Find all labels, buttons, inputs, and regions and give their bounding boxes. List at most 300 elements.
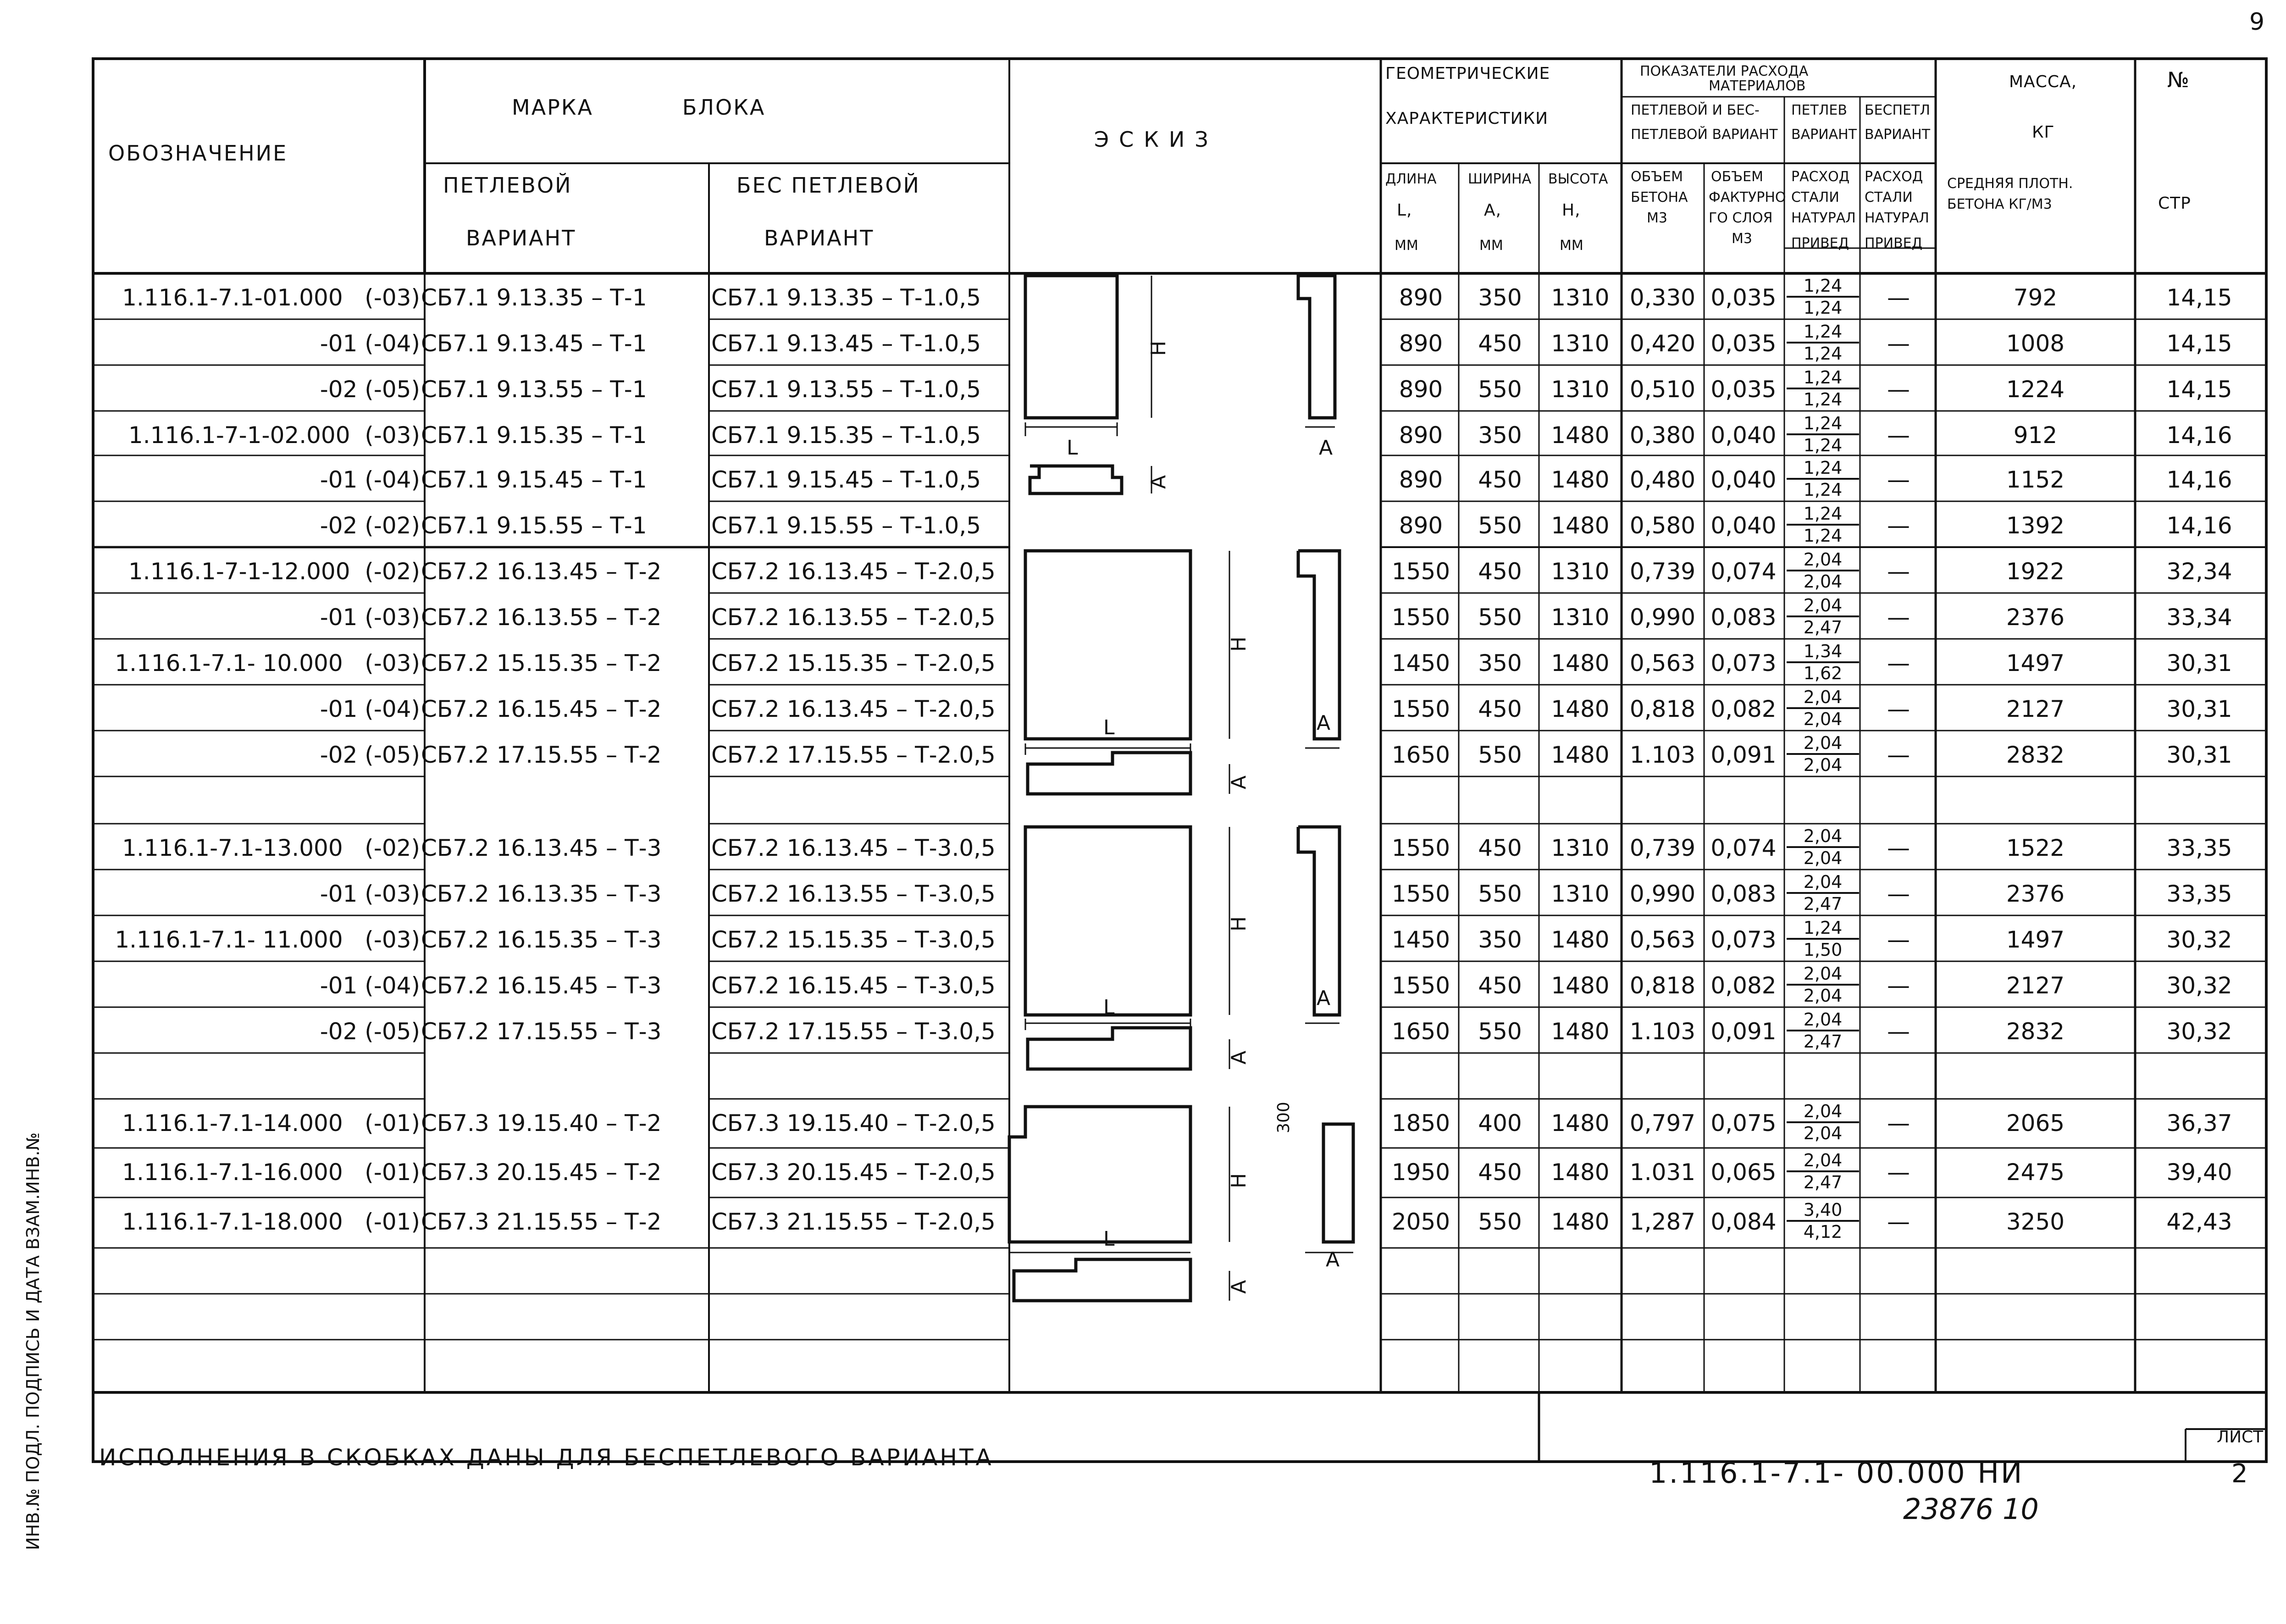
- steel-loopless-cell: —: [1887, 422, 1910, 449]
- sketch-label-a: A: [1317, 711, 1331, 735]
- steel-natural-value: 2,04: [1787, 1011, 1859, 1031]
- loop-mark-cell: СБ7.2 16.13.55 – Т-2: [421, 604, 662, 631]
- height-cell: 1480: [1551, 926, 1610, 953]
- sketch-label-l: L: [1103, 716, 1115, 739]
- length-cell: 2050: [1391, 1208, 1450, 1235]
- steel-loop-cell: [1787, 827, 1859, 867]
- steel-reduced-value: 2,04: [1803, 1123, 1843, 1143]
- steel-loopless-cell: —: [1887, 604, 1910, 631]
- concrete-volume-cell: 1.103: [1629, 1018, 1696, 1045]
- sheet-number: 2: [2231, 1459, 2248, 1489]
- pages-cell: 14,15: [2166, 330, 2232, 357]
- sketch-label-a: A: [1319, 436, 1333, 460]
- length-cell: 1550: [1391, 696, 1450, 722]
- steel-reduced-value: 2,04: [1803, 571, 1843, 592]
- width-cell: 450: [1478, 835, 1522, 861]
- mass-cell: 2065: [2006, 1110, 2065, 1136]
- loop-mark-cell: СБ7.1 9.13.45 – Т-1: [421, 330, 647, 357]
- pages-cell: 14,16: [2166, 512, 2232, 539]
- width-cell: 450: [1478, 972, 1522, 999]
- header-steel-loopless-4: ПРИВЕД: [1865, 235, 1923, 251]
- loopless-mark-cell: СБ7.2 16.13.55 – Т-3.0,5: [711, 881, 996, 907]
- concrete-volume-cell: 0,330: [1629, 284, 1696, 311]
- block-plan-profile: [1014, 1259, 1190, 1301]
- designation-cell: 1.116.1-7.1- 10.000 (-03): [115, 650, 420, 676]
- facing-volume-cell: 0,040: [1710, 512, 1777, 539]
- header-facing-3: ГО СЛОЯ: [1709, 210, 1773, 226]
- steel-loop-cell: [1787, 369, 1859, 408]
- header-width-1: ШИРИНА: [1468, 171, 1532, 187]
- mass-cell: 2127: [2006, 972, 2065, 999]
- steel-reduced-value: 2,04: [1803, 709, 1843, 729]
- side-stamp: ИНВ.№ ПОДЛ. ПОДПИСЬ И ДАТА ВЗАМ.ИНВ.№: [23, 1132, 43, 1550]
- pages-cell: 30,31: [2166, 742, 2232, 768]
- facing-volume-cell: 0,040: [1710, 466, 1777, 493]
- steel-loop-cell: [1787, 323, 1859, 362]
- loop-mark-cell: СБ7.1 9.13.35 – Т-1: [421, 284, 647, 311]
- width-cell: 550: [1478, 742, 1522, 768]
- header-density-1: СРЕДНЯЯ ПЛОТН.: [1947, 176, 2073, 192]
- width-cell: 550: [1478, 376, 1522, 403]
- height-cell: 1480: [1551, 1110, 1610, 1136]
- header-geometry-2: ХАРАКТЕРИСТИКИ: [1385, 109, 1549, 128]
- loop-mark-cell: СБ7.1 9.13.55 – Т-1: [421, 376, 647, 403]
- steel-reduced-value: 2,04: [1803, 755, 1843, 775]
- mass-cell: 1497: [2006, 650, 2065, 676]
- length-cell: 890: [1399, 330, 1443, 357]
- height-cell: 1480: [1551, 742, 1610, 768]
- steel-loop-cell: [1787, 1011, 1859, 1050]
- loop-mark-cell: СБ7.1 9.15.55 – Т-1: [421, 512, 647, 539]
- loop-mark-cell: СБ7.2 16.15.35 – Т-3: [421, 926, 662, 953]
- length-cell: 1650: [1391, 742, 1450, 768]
- loop-mark-cell: СБ7.2 15.15.35 – Т-2: [421, 650, 662, 676]
- steel-reduced-value: 1,50: [1803, 940, 1843, 960]
- drawing-sheet: [92, 57, 2268, 1490]
- loopless-mark-cell: СБ7.1 9.13.55 – Т-1.0,5: [711, 376, 981, 403]
- steel-loop-cell: [1787, 965, 1859, 1004]
- length-cell: 890: [1399, 466, 1443, 493]
- length-cell: 890: [1399, 284, 1443, 311]
- loop-mark-cell: СБ7.2 16.15.45 – Т-2: [421, 696, 662, 722]
- sketch-label-300: 300: [1274, 1102, 1293, 1133]
- designation-cell: -01 (-03): [320, 881, 420, 907]
- steel-reduced-value: 4,12: [1803, 1222, 1843, 1242]
- designation-cell: 1.116.1-7.1-14.000 (-01): [122, 1110, 420, 1136]
- designation-cell: 1.116.1-7-1-02.000 (-03): [128, 422, 420, 449]
- archive-number: 23876 10: [1903, 1492, 2039, 1526]
- loopless-mark-cell: СБ7.1 9.13.35 – Т-1.0,5: [711, 284, 981, 311]
- pages-cell: 30,31: [2166, 696, 2232, 722]
- steel-loop-cell: [1787, 919, 1859, 959]
- pages-cell: 14,15: [2166, 376, 2232, 403]
- steel-natural-value: 1,24: [1787, 459, 1859, 480]
- steel-loopless-cell: —: [1887, 972, 1910, 999]
- facing-volume-cell: 0,074: [1710, 835, 1777, 861]
- width-cell: 450: [1478, 466, 1522, 493]
- steel-loop-cell: [1787, 873, 1859, 913]
- length-cell: 890: [1399, 376, 1443, 403]
- steel-loopless-cell: —: [1887, 881, 1910, 907]
- width-cell: 450: [1478, 558, 1522, 585]
- steel-reduced-value: 1,24: [1803, 344, 1843, 364]
- header-sketch: ЭСКИЗ: [1094, 127, 1218, 152]
- header-mass-1: МАССА,: [2009, 72, 2077, 91]
- length-cell: 1450: [1391, 650, 1450, 676]
- header-concrete-1: ОБЪЕМ: [1631, 169, 1683, 185]
- steel-natural-value: 2,04: [1787, 688, 1859, 709]
- height-cell: 1480: [1551, 422, 1610, 449]
- loop-mark-cell: СБ7.3 21.15.55 – Т-2: [421, 1208, 662, 1235]
- header-facing-4: М3: [1732, 231, 1752, 247]
- length-cell: 1550: [1391, 558, 1450, 585]
- length-cell: 1550: [1391, 972, 1450, 999]
- sketch-label-h: H: [1147, 340, 1170, 356]
- header-width-2: A,: [1484, 201, 1502, 220]
- footer-note: ИСПОЛНЕНИЯ В СКОБКАХ ДАНЫ ДЛЯ БЕСПЕТЛЕВОГО ВАРИАНТА: [99, 1444, 994, 1471]
- header-steel-loop-3: НАТУРАЛ: [1791, 210, 1856, 226]
- loop-mark-cell: СБ7.2 17.15.55 – Т-2: [421, 742, 662, 768]
- length-cell: 1550: [1391, 604, 1450, 631]
- width-cell: 450: [1478, 330, 1522, 357]
- length-cell: 890: [1399, 512, 1443, 539]
- steel-loop-cell: [1787, 734, 1859, 774]
- height-cell: 1310: [1551, 376, 1610, 403]
- width-cell: 550: [1478, 881, 1522, 907]
- mass-cell: 1922: [2006, 558, 2065, 585]
- loopless-mark-cell: СБ7.2 15.15.35 – Т-3.0,5: [711, 926, 996, 953]
- sketch-label-a: A: [1227, 1280, 1251, 1294]
- height-cell: 1310: [1551, 330, 1610, 357]
- loopless-mark-cell: СБ7.2 16.13.45 – Т-3.0,5: [711, 835, 996, 861]
- concrete-volume-cell: 0,797: [1629, 1110, 1696, 1136]
- concrete-volume-cell: 0,818: [1629, 972, 1696, 999]
- height-cell: 1480: [1551, 1208, 1610, 1235]
- designation-cell: -01 (-04): [320, 972, 420, 999]
- sketch-label-a: A: [1147, 475, 1170, 489]
- steel-natural-value: 2,04: [1787, 1103, 1859, 1123]
- steel-natural-value: 1,24: [1787, 505, 1859, 526]
- designation-cell: -02 (-02): [320, 512, 420, 539]
- steel-loopless-cell: —: [1887, 1110, 1910, 1136]
- height-cell: 1310: [1551, 835, 1610, 861]
- steel-loopless-cell: —: [1887, 926, 1910, 953]
- sketch-label-l: L: [1067, 436, 1078, 460]
- loopless-mark-cell: СБ7.2 15.15.35 – Т-2.0,5: [711, 650, 996, 676]
- designation-cell: -01 (-04): [320, 330, 420, 357]
- header-steel-loopless-3: НАТУРАЛ: [1865, 210, 1929, 226]
- pages-cell: 32,34: [2166, 558, 2232, 585]
- header-materials-2: МАТЕРИАЛОВ: [1709, 78, 1806, 94]
- header-steel-loop-1: РАСХОД: [1791, 169, 1850, 185]
- length-cell: 1550: [1391, 835, 1450, 861]
- length-cell: 1450: [1391, 926, 1450, 953]
- sketch-label-a: A: [1317, 987, 1331, 1010]
- facing-volume-cell: 0,084: [1710, 1208, 1777, 1235]
- height-cell: 1310: [1551, 284, 1610, 311]
- steel-loop-cell: [1787, 415, 1859, 454]
- mass-cell: 2832: [2006, 742, 2065, 768]
- block-side-profile: [1323, 1124, 1353, 1242]
- pages-cell: 14,16: [2166, 466, 2232, 493]
- mass-cell: 792: [2013, 284, 2058, 311]
- steel-reduced-value: 1,24: [1803, 435, 1843, 455]
- mass-cell: 3250: [2006, 1208, 2065, 1235]
- width-cell: 550: [1478, 604, 1522, 631]
- concrete-volume-cell: 0,990: [1629, 881, 1696, 907]
- steel-loop-cell: [1787, 643, 1859, 682]
- block-plan-profile: [1028, 1028, 1190, 1069]
- concrete-volume-cell: 0,580: [1629, 512, 1696, 539]
- facing-volume-cell: 0,040: [1710, 422, 1777, 449]
- steel-natural-value: 2,04: [1787, 965, 1859, 986]
- steel-loop-cell: [1787, 277, 1859, 316]
- header-length-3: ММ: [1395, 238, 1418, 254]
- length-cell: 1850: [1391, 1110, 1450, 1136]
- width-cell: 400: [1478, 1110, 1522, 1136]
- facing-volume-cell: 0,091: [1710, 1018, 1777, 1045]
- facing-volume-cell: 0,035: [1710, 330, 1777, 357]
- header-length-2: L,: [1397, 201, 1412, 220]
- concrete-volume-cell: 0,510: [1629, 376, 1696, 403]
- header-steel-loop-4: ПРИВЕД: [1791, 235, 1849, 251]
- pages-cell: 39,40: [2166, 1159, 2232, 1186]
- width-cell: 350: [1478, 422, 1522, 449]
- width-cell: 550: [1478, 512, 1522, 539]
- designation-cell: -02 (-05): [320, 376, 420, 403]
- header-steel-loop-2: СТАЛИ: [1791, 189, 1839, 205]
- height-cell: 1480: [1551, 1159, 1610, 1186]
- steel-reduced-value: 1,24: [1803, 298, 1843, 318]
- concrete-volume-cell: 0,739: [1629, 835, 1696, 861]
- mass-cell: 1152: [2006, 466, 2065, 493]
- height-cell: 1310: [1551, 558, 1610, 585]
- concrete-volume-cell: 1.031: [1629, 1159, 1696, 1186]
- loop-mark-cell: СБ7.3 20.15.45 – Т-2: [421, 1159, 662, 1186]
- loop-mark-cell: СБ7.2 16.15.45 – Т-3: [421, 972, 662, 999]
- loopless-mark-cell: СБ7.2 16.15.45 – Т-3.0,5: [711, 972, 996, 999]
- facing-volume-cell: 0,035: [1710, 284, 1777, 311]
- mass-cell: 2475: [2006, 1159, 2065, 1186]
- header-loopless-short-1: БЕСПЕТЛ: [1865, 102, 1930, 118]
- pages-cell: 42,43: [2166, 1208, 2232, 1235]
- steel-natural-value: 3,40: [1787, 1201, 1859, 1222]
- mass-cell: 1392: [2006, 512, 2065, 539]
- header-steel-loopless-1: РАСХОД: [1865, 169, 1923, 185]
- width-cell: 350: [1478, 284, 1522, 311]
- concrete-volume-cell: 1,287: [1629, 1208, 1696, 1235]
- loop-mark-cell: СБ7.2 16.13.45 – Т-3: [421, 835, 662, 861]
- facing-volume-cell: 0,091: [1710, 742, 1777, 768]
- loopless-mark-cell: СБ7.3 21.15.55 – Т-2.0,5: [711, 1208, 996, 1235]
- sketch-label-h: H: [1227, 1173, 1251, 1188]
- pages-cell: 30,32: [2166, 926, 2232, 953]
- loopless-mark-cell: СБ7.2 16.13.55 – Т-2.0,5: [711, 604, 996, 631]
- header-height-2: H,: [1562, 201, 1581, 220]
- steel-loopless-cell: —: [1887, 650, 1910, 676]
- facing-volume-cell: 0,074: [1710, 558, 1777, 585]
- facing-volume-cell: 0,073: [1710, 650, 1777, 676]
- concrete-volume-cell: 0,739: [1629, 558, 1696, 585]
- sketch-label-l: L: [1103, 996, 1115, 1019]
- steel-loop-cell: [1787, 1201, 1859, 1241]
- mass-cell: 2376: [2006, 604, 2065, 631]
- facing-volume-cell: 0,075: [1710, 1110, 1777, 1136]
- loopless-mark-cell: СБ7.1 9.15.55 – Т-1.0,5: [711, 512, 981, 539]
- header-concrete-3: М3: [1647, 210, 1667, 226]
- width-cell: 350: [1478, 926, 1522, 953]
- header-loopless-short-2: ВАРИАНТ: [1865, 127, 1931, 143]
- steel-loop-cell: [1787, 688, 1859, 728]
- length-cell: 1950: [1391, 1159, 1450, 1186]
- header-loop-variant-1: ПЕТЛЕВОЙ: [443, 173, 572, 198]
- steel-reduced-value: 2,47: [1803, 894, 1843, 914]
- loopless-mark-cell: СБ7.2 17.15.55 – Т-2.0,5: [711, 742, 996, 768]
- concrete-volume-cell: 0,380: [1629, 422, 1696, 449]
- width-cell: 450: [1478, 1159, 1522, 1186]
- header-loopless-variant-2: ВАРИАНТ: [764, 226, 875, 250]
- length-cell: 890: [1399, 422, 1443, 449]
- concrete-volume-cell: 0,480: [1629, 466, 1696, 493]
- pages-cell: 30,32: [2166, 972, 2232, 999]
- height-cell: 1480: [1551, 1018, 1610, 1045]
- steel-loop-cell: [1787, 551, 1859, 590]
- steel-natural-value: 1,24: [1787, 277, 1859, 298]
- mass-cell: 912: [2013, 422, 2058, 449]
- concrete-volume-cell: 0,563: [1629, 926, 1696, 953]
- header-facing-1: ОБЪЕМ: [1711, 169, 1764, 185]
- loop-mark-cell: СБ7.1 9.15.35 – Т-1: [421, 422, 647, 449]
- steel-loopless-cell: —: [1887, 696, 1910, 722]
- block-side-profile: [1298, 276, 1335, 418]
- steel-natural-value: 1,24: [1787, 369, 1859, 389]
- header-height-1: ВЫСОТА: [1548, 171, 1608, 187]
- steel-natural-value: 2,04: [1787, 1152, 1859, 1172]
- width-cell: 550: [1478, 1208, 1522, 1235]
- facing-volume-cell: 0,073: [1710, 926, 1777, 953]
- pages-cell: 30,31: [2166, 650, 2232, 676]
- loopless-mark-cell: СБ7.1 9.15.45 – Т-1.0,5: [711, 466, 981, 493]
- block-front-outline: [1025, 827, 1190, 1015]
- loopless-mark-cell: СБ7.3 19.15.40 – Т-2.0,5: [711, 1110, 996, 1136]
- header-both-variants-1: ПЕТЛЕВОЙ И БЕС-: [1631, 102, 1760, 118]
- width-cell: 350: [1478, 650, 1522, 676]
- steel-loop-cell: [1787, 459, 1859, 499]
- header-block-mark: МАРКА БЛОКА: [512, 95, 766, 120]
- designation-cell: -02 (-05): [320, 742, 420, 768]
- concrete-volume-cell: 0,818: [1629, 696, 1696, 722]
- pages-cell: 33,35: [2166, 881, 2232, 907]
- loop-mark-cell: СБ7.2 16.13.45 – Т-2: [421, 558, 662, 585]
- pages-cell: 33,35: [2166, 835, 2232, 861]
- steel-natural-value: 2,04: [1787, 551, 1859, 571]
- width-cell: 450: [1478, 696, 1522, 722]
- mass-cell: 2832: [2006, 1018, 2065, 1045]
- sheet-label: ЛИСТ: [2217, 1428, 2264, 1447]
- steel-loopless-cell: —: [1887, 376, 1910, 403]
- designation-cell: -01 (-04): [320, 696, 420, 722]
- block-front-outline: [1009, 1107, 1190, 1242]
- steel-reduced-value: 1,24: [1803, 480, 1843, 500]
- header-density-2: БЕТОНА КГ/М3: [1947, 196, 2052, 212]
- block-side-profile: [1298, 551, 1339, 739]
- steel-loopless-cell: —: [1887, 512, 1910, 539]
- facing-volume-cell: 0,083: [1710, 881, 1777, 907]
- block-front-outline: [1025, 551, 1190, 739]
- facing-volume-cell: 0,083: [1710, 604, 1777, 631]
- steel-natural-value: 1,24: [1787, 415, 1859, 435]
- facing-volume-cell: 0,065: [1710, 1159, 1777, 1186]
- sketch-label-h: H: [1227, 636, 1251, 652]
- steel-reduced-value: 1,24: [1803, 389, 1843, 410]
- loopless-mark-cell: СБ7.2 16.13.45 – Т-2.0,5: [711, 558, 996, 585]
- steel-natural-value: 2,04: [1787, 734, 1859, 755]
- designation-cell: 1.116.1-7.1-13.000 (-02): [122, 835, 420, 861]
- steel-loop-cell: [1787, 505, 1859, 544]
- loop-mark-cell: СБ7.2 16.13.35 – Т-3: [421, 881, 662, 907]
- mass-cell: 1224: [2006, 376, 2065, 403]
- height-cell: 1310: [1551, 881, 1610, 907]
- pages-cell: 30,32: [2166, 1018, 2232, 1045]
- steel-loopless-cell: —: [1887, 466, 1910, 493]
- steel-reduced-value: 2,47: [1803, 617, 1843, 637]
- block-plan-profile: [1028, 753, 1190, 794]
- sketch-label-l: L: [1103, 1227, 1115, 1251]
- loopless-mark-cell: СБ7.3 20.15.45 – Т-2.0,5: [711, 1159, 996, 1186]
- steel-loopless-cell: —: [1887, 330, 1910, 357]
- length-cell: 1650: [1391, 1018, 1450, 1045]
- steel-natural-value: 1,24: [1787, 919, 1859, 940]
- mass-cell: 1522: [2006, 835, 2065, 861]
- steel-loopless-cell: —: [1887, 742, 1910, 768]
- designation-cell: 1.116.1-7-1-12.000 (-02): [128, 558, 420, 585]
- steel-reduced-value: 2,04: [1803, 848, 1843, 868]
- steel-reduced-value: 1,62: [1803, 663, 1843, 683]
- sketch-label-a: A: [1227, 1050, 1251, 1064]
- document-code: 1.116.1-7.1- 00.000 НИ: [1649, 1456, 2024, 1490]
- loopless-mark-cell: СБ7.2 17.15.55 – Т-3.0,5: [711, 1018, 996, 1045]
- sketch-label-h: H: [1227, 916, 1251, 931]
- loop-mark-cell: СБ7.1 9.15.45 – Т-1: [421, 466, 647, 493]
- steel-loopless-cell: —: [1887, 1159, 1910, 1186]
- designation-cell: 1.116.1-7.1-01.000 (-03): [122, 284, 420, 311]
- steel-natural-value: 2,04: [1787, 873, 1859, 894]
- facing-volume-cell: 0,082: [1710, 972, 1777, 999]
- steel-loop-cell: [1787, 1103, 1859, 1142]
- steel-loopless-cell: —: [1887, 558, 1910, 585]
- block-plan-profile: [1030, 466, 1122, 493]
- header-both-variants-2: ПЕТЛЕВОЙ ВАРИАНТ: [1631, 127, 1778, 143]
- header-geometry-1: ГЕОМЕТРИЧЕСКИЕ: [1385, 64, 1550, 83]
- steel-loop-cell: [1787, 1152, 1859, 1191]
- concrete-volume-cell: 0,990: [1629, 604, 1696, 631]
- width-cell: 550: [1478, 1018, 1522, 1045]
- page-number: 9: [2249, 8, 2265, 36]
- concrete-volume-cell: 0,563: [1629, 650, 1696, 676]
- pages-cell: 14,15: [2166, 284, 2232, 311]
- steel-reduced-value: 2,47: [1803, 1031, 1843, 1052]
- steel-reduced-value: 2,04: [1803, 986, 1843, 1006]
- pages-cell: 14,16: [2166, 422, 2232, 449]
- header-loop-variant-2: ВАРИАНТ: [466, 226, 576, 250]
- designation-cell: -01 (-03): [320, 604, 420, 631]
- facing-volume-cell: 0,082: [1710, 696, 1777, 722]
- block-front-outline: [1025, 276, 1117, 418]
- steel-natural-value: 1,24: [1787, 323, 1859, 344]
- mass-cell: 2376: [2006, 881, 2065, 907]
- designation-cell: -02 (-05): [320, 1018, 420, 1045]
- header-height-3: ММ: [1560, 238, 1583, 254]
